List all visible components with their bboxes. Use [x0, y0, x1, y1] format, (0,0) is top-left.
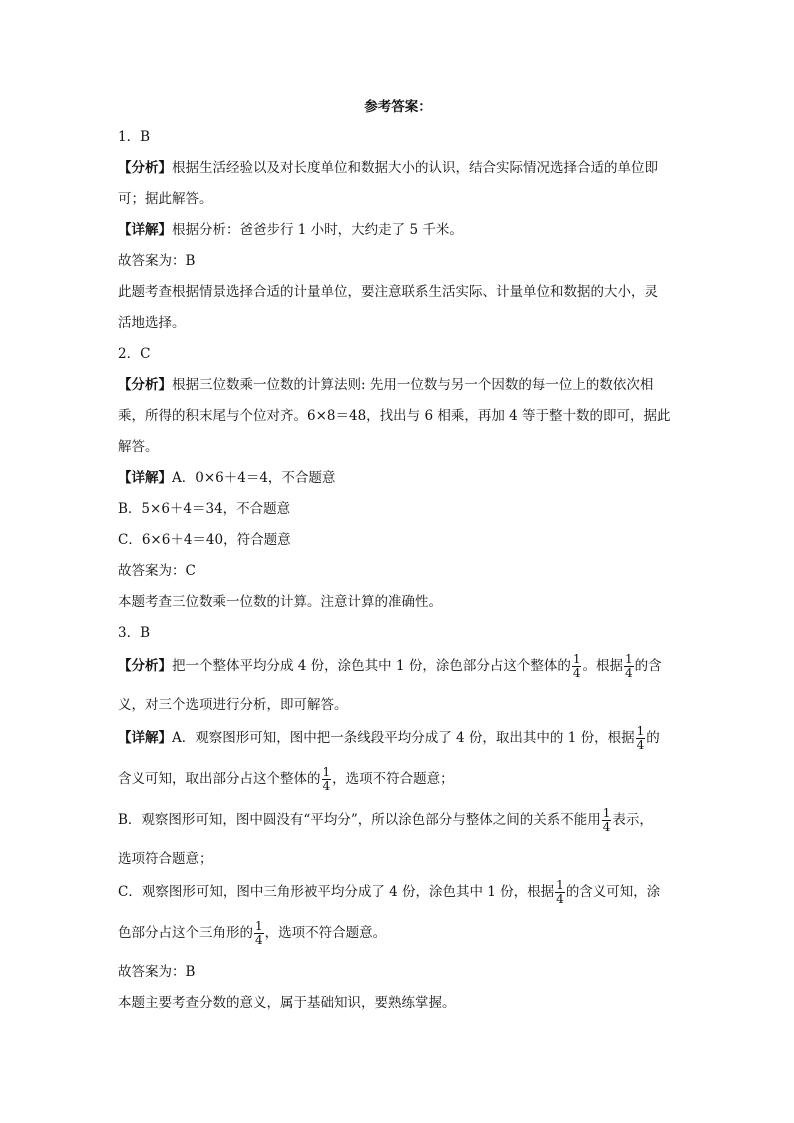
q3-detail-a-line-1: [118, 725, 678, 752]
q1-detail-text: 根据分析：爸爸步行 1 小时，大约走了 5 千米。: [172, 222, 463, 238]
fraction-one-quarter: [624, 653, 634, 680]
q3-a-line2-part-1: 含义可知，取出部分占这个整体的: [118, 771, 321, 787]
q3-detail-tag: 【详解】: [118, 730, 172, 746]
fraction-numerator: 1: [322, 765, 331, 779]
q3-detail-c-line-2: [118, 920, 678, 947]
q3-analysis-part-3: 的含: [634, 658, 662, 674]
q1-summary-line-2: 活地选择。: [118, 315, 186, 331]
fraction-numerator: 1: [556, 878, 564, 892]
answer-key-page: [118, 96, 678, 1023]
q2-option-a: A．0×6＋4＝4，不合题意: [172, 470, 336, 486]
q2-detail-line: [118, 467, 678, 489]
q3-c-part-1: C．观察图形可知，图中三角形被平均分成了 4 份，涂色其中 1 份，根据: [118, 884, 555, 900]
q3-a-part-1: A．观察图形可知，图中把一条线段平均分成了 4 份，取出其中的 1 份，根据: [172, 730, 635, 746]
q3-number: 3．B: [118, 625, 151, 641]
q2-detail-tag: 【详解】: [118, 470, 172, 486]
q1-detail-tag: 【详解】: [118, 222, 172, 238]
fraction-denominator: 4: [636, 738, 645, 752]
q3-a-part-2: 的: [646, 730, 660, 746]
q2-analysis-text-1: 根据三位数乘一位数的计算法则: 先用一位数与另一个因数的每一位上的数依次相: [172, 377, 654, 393]
fraction-one-quarter: [636, 725, 646, 752]
q3-analysis-line-2: 义，对三个选项进行分析，即可解答。: [118, 697, 348, 713]
q3-analysis-part-1: 把一个整体平均分成 4 份，涂色其中 1 份，涂色部分占这个整体的: [172, 658, 571, 674]
q3-a-line2-part-2: ，选项不符合题意；: [332, 771, 454, 787]
fraction-numerator: 1: [602, 806, 611, 820]
q1-number: 1．B: [118, 129, 151, 145]
q2-answer: 故答案为：C: [118, 563, 196, 579]
fraction-numerator: 1: [255, 919, 263, 933]
q2-number: 2．C: [118, 346, 151, 362]
q1-summary-line-1: 此题考查根据情景选择合适的计量单位，要注意联系生活实际、计量单位和数据的大小，灵: [118, 284, 658, 300]
fraction-one-quarter: [572, 653, 582, 680]
q3-c-part-2: 的含义可知，涂: [565, 884, 661, 900]
q1-answer: 故答案为：B: [118, 253, 196, 269]
fraction-denominator: 4: [602, 820, 611, 834]
q3-analysis-tag: 【分析】: [118, 658, 172, 674]
q2-summary: 本题考查三位数乘一位数的计算。注意计算的准确性。: [118, 594, 442, 610]
page-title: 参考答案：: [364, 99, 432, 115]
q3-c-line2-part-2: ，选项不符合题意。: [264, 925, 387, 941]
q1-detail-line: [118, 219, 678, 241]
q3-b-part-2: 表示，: [612, 812, 653, 828]
q2-option-b: B．5×6＋4＝34，不合题意: [118, 501, 291, 517]
q1-analysis-text-1: 根据生活经验以及对长度单位和数据大小的认识，结合实际情况选择合适的单位即: [172, 160, 658, 176]
q1-analysis-line-2: 可；据此解答。: [118, 191, 213, 207]
fraction-denominator: 4: [556, 892, 564, 906]
q1-analysis-line-1: [118, 157, 678, 179]
q3-answer: 故答案为：B: [118, 964, 196, 980]
q2-option-c: C．6×6＋4＝40，符合题意: [118, 532, 291, 548]
fraction-one-quarter: [555, 879, 565, 906]
q3-detail-c-line-1: [118, 879, 678, 906]
q3-detail-b-line-2: 选项符合题意；: [118, 851, 213, 867]
q3-analysis-part-2: 。根据: [582, 658, 623, 674]
fraction-numerator: 1: [572, 652, 581, 666]
q3-c-line2-part-1: 色部分占这个三角形的: [118, 925, 253, 941]
q2-analysis-line-2: 乘，所得的积末尾与个位对齐。6×8＝48，找出与 6 相乘，再加 4 等于整十数的即可，据此: [118, 408, 671, 424]
fraction-denominator: 4: [624, 666, 633, 680]
fraction-numerator: 1: [636, 724, 645, 738]
fraction-denominator: 4: [255, 933, 263, 947]
q3-b-part-1: B．观察图形可知，图中圆没有“平均分”，所以涂色部分与整体之间的关系不能用: [118, 812, 601, 828]
fraction-denominator: 4: [572, 666, 581, 680]
fraction-one-quarter: [254, 920, 264, 947]
q3-detail-a-line-2: [118, 766, 678, 793]
fraction-one-quarter: [322, 766, 332, 793]
fraction-numerator: 1: [624, 652, 633, 666]
q2-analysis-tag: 【分析】: [118, 377, 172, 393]
q1-analysis-tag: 【分析】: [118, 160, 172, 176]
q3-analysis-line-1: [118, 653, 678, 680]
q3-detail-b-line-1: [118, 807, 678, 834]
q2-analysis-line-1: [118, 374, 678, 396]
q2-analysis-line-3: 解答。: [118, 439, 159, 455]
q3-summary: 本题主要考查分数的意义，属于基础知识，要熟练掌握。: [118, 995, 456, 1011]
fraction-one-quarter: [602, 807, 612, 834]
fraction-denominator: 4: [322, 779, 331, 793]
